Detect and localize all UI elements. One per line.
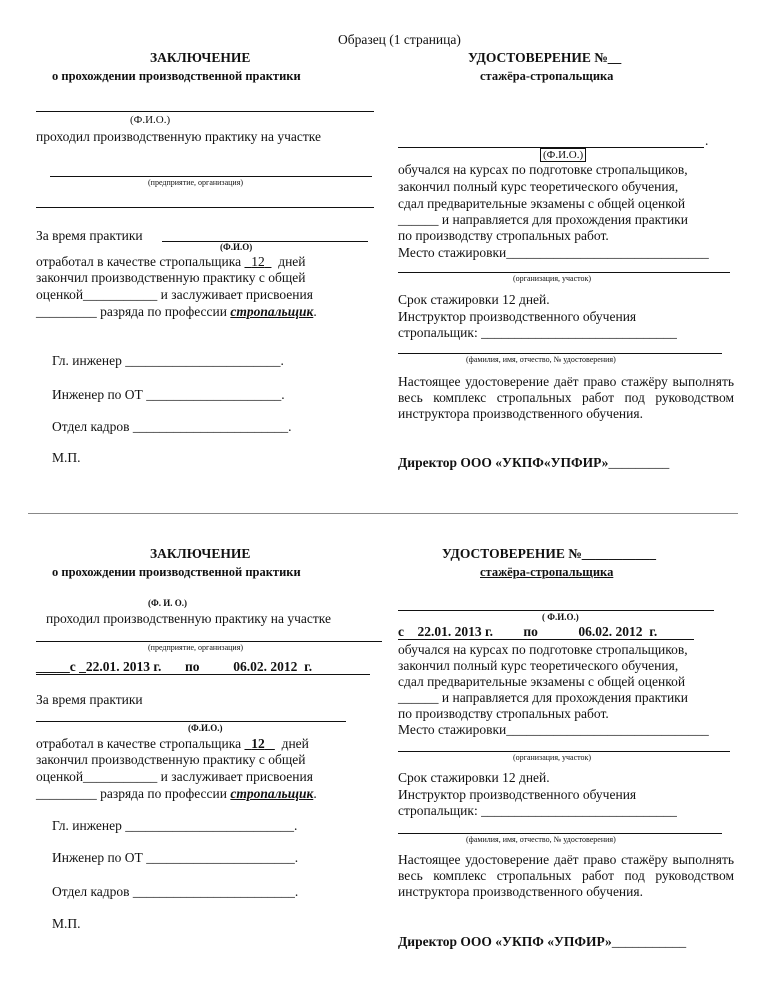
cert-place-line [398, 272, 730, 273]
cert-body-1-2: обучался на курсах по подготовке стропальщиков, [398, 642, 688, 657]
practice-line-2: проходил производственную практику на участке [46, 611, 332, 626]
cert-director-2: Директор ООО «УКПФ «УПФИР»___________ [398, 934, 687, 949]
cert-body-3: сдал предварительные экзамены с общей оценкой [398, 196, 686, 211]
cert-instructor-2-2: стропальщик: _____________________________ [398, 803, 677, 818]
grade-text-2: оценкой___________ и заслуживает присвоения [36, 769, 313, 784]
certificate-subtitle: стажёра-стропальщика [480, 69, 614, 83]
fio2-hint-2: (Ф.И.О.) [188, 723, 223, 733]
ot-engineer-sign: Инженер по ОТ ____________________. [52, 387, 285, 402]
cert-director: Директор ООО «УКПФ«УПФИР»_________ [398, 455, 670, 470]
stamp-place: М.П. [52, 450, 81, 465]
cert-place-hint: (организация, участок) [513, 274, 592, 283]
cert-body-5: по производству стропальных работ. [398, 228, 609, 243]
cert-body-2: закончил полный курс теоретического обучения, [398, 179, 679, 194]
cert-place-2: Место стажировки______________________________ [398, 722, 709, 737]
cert-dates-line [398, 639, 694, 640]
conclusion-subtitle-2: о прохождении производственной практики [52, 565, 301, 579]
worked-text-2: отработал в качестве стропальщика 12 дней [36, 736, 309, 751]
cert-fio-line-2 [398, 610, 714, 611]
rank-text: _________ разряда по профессии стропальщик. [36, 304, 317, 319]
finished-text: закончил производственную практику с общей [36, 270, 306, 285]
certificate-title: УДОСТОВЕРЕНИЕ №__ [468, 50, 622, 65]
cert-body-4: ______ и направляется для прохождения практики [398, 212, 688, 227]
cert-instructor-line [398, 353, 722, 354]
org-hint-2: (предприятие, организация) [148, 643, 244, 652]
hr-sign: Отдел кадров _______________________. [52, 419, 292, 434]
conclusion-title-2: ЗАКЛЮЧЕНИЕ [150, 546, 251, 561]
cert-body-2-2: закончил полный курс теоретического обучения, [398, 658, 679, 673]
practice-line: проходил производственную практику на участке [36, 129, 322, 144]
conclusion-title: ЗАКЛЮЧЕНИЕ [150, 50, 251, 65]
cert-instructor-1: Инструктор производственного обучения [398, 309, 637, 324]
fio-hint-2: (Ф. И. О.) [148, 598, 187, 608]
cert-rights-2: Настоящее удостоверение даёт право стажёру выполнять весь комплекс стропальных работ под руководством инструктора производственного обучения. [398, 852, 734, 899]
cert-place-hint-2: (организация, участок) [513, 753, 592, 762]
dates-line [36, 674, 370, 675]
chief-engineer-sign: Гл. инженер _______________________. [52, 353, 284, 368]
cert-body-4-2: ______ и направляется для прохождения практики [398, 690, 688, 705]
fio2-hint: (Ф.И.О) [220, 242, 253, 252]
cert-place: Место стажировки______________________________ [398, 245, 709, 260]
cert-term: Срок стажировки 12 дней. [398, 292, 550, 307]
cert-instructor-hint: (фамилия, имя, отчество, № удостоверения) [466, 355, 616, 364]
fio-line [36, 111, 374, 112]
ot-engineer-sign-2: Инженер по ОТ ______________________. [52, 850, 299, 865]
page-caption: Образец (1 страница) [338, 32, 461, 47]
cert-body-1: обучался на курсах по подготовке стропальщиков, [398, 162, 688, 177]
worked-text: отработал в качестве стропальщика 12 дней [36, 254, 306, 269]
finished-text-2: закончил производственную практику с общей [36, 752, 306, 767]
practice-dates: _____с _22.01. 2013 г. по 06.02. 2012 г. [36, 659, 313, 674]
during-line [162, 241, 368, 242]
cert-body-5-2: по производству стропальных работ. [398, 706, 609, 721]
cert-instructor-hint-2: (фамилия, имя, отчество, № удостоверения) [466, 835, 616, 844]
grade-text: оценкой___________ и заслуживает присвоения [36, 287, 313, 302]
stamp-place-2: М.П. [52, 916, 81, 931]
org-hint: (предприятие, организация) [148, 178, 244, 187]
during-line-2 [36, 721, 346, 722]
cert-body-3-2: сдал предварительные экзамены с общей оценкой [398, 674, 686, 689]
during-practice-2: За время практики [36, 692, 143, 707]
certificate-subtitle-2: стажёра-стропальщика [480, 565, 614, 579]
cert-fio-hint-2: ( Ф.И.О.) [542, 612, 579, 622]
cert-instructor-2: стропальщик: _____________________________ [398, 325, 677, 340]
org-line-b [36, 641, 382, 642]
certificate-title-2: УДОСТОВЕРЕНИЕ №___________ [442, 546, 657, 561]
chief-engineer-sign-2: Гл. инженер _________________________. [52, 818, 298, 833]
cert-fio-hint: (Ф.И.О.) [540, 148, 586, 162]
cert-instructor-1-2: Инструктор производственного обучения [398, 787, 637, 802]
org-line [50, 176, 372, 177]
cert-dates: с 22.01. 2013 г. по 06.02. 2012 г. [398, 624, 658, 639]
fio-hint: (Ф.И.О.) [130, 114, 171, 126]
org-line-2 [36, 207, 374, 208]
during-practice: За время практики [36, 228, 143, 243]
conclusion-subtitle: о прохождении производственной практики [52, 69, 301, 83]
cert-term-2: Срок стажировки 12 дней. [398, 770, 550, 785]
rank-text-2: _________ разряда по профессии стропальщик. [36, 786, 317, 801]
cert-rights: Настоящее удостоверение даёт право стажёру выполнять весь комплекс стропальных работ под руководством инструктора производственного обучения. [398, 374, 734, 421]
hr-sign-2: Отдел кадров ________________________. [52, 884, 299, 899]
cert-instructor-line-2 [398, 833, 722, 834]
cert-place-line-2 [398, 751, 730, 752]
page-divider [28, 513, 738, 514]
